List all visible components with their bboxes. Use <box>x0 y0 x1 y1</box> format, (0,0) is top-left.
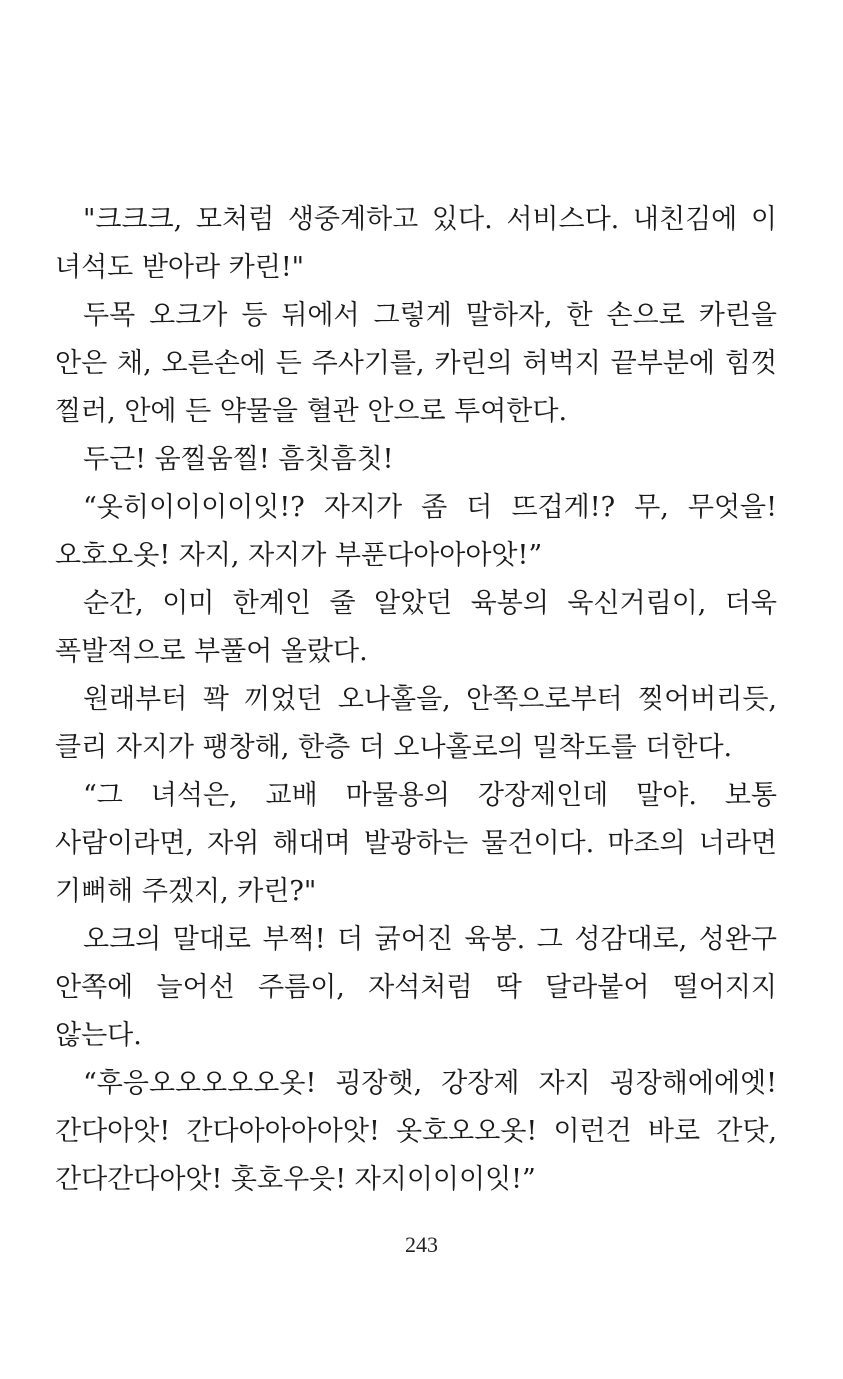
paragraph: "크크크, 모처럼 생중계하고 있다. 서비스다. 내친김에 이 녀석도 받아라 카린!" <box>55 204 777 283</box>
paragraph: “후응오오오오오옷! 굉장햇, 강장제 자지 굉장해에에엣! 간다아앗! 간다아아아아앗! 옷호오오옷! 이런건 바로 간닷, 간다간다아앗! 홋호우읏! 자지이이이잇!” <box>55 1068 777 1195</box>
body-text <box>55 196 777 1204</box>
paragraph: 두근! 움찔움찔! 흠칫흠칫! <box>83 444 394 475</box>
paragraph: 순간, 이미 한계인 줄 알았던 육봉의 욱신거림이, 더욱 폭발적으로 부풀어 올랐다. <box>55 588 777 667</box>
paragraph: “옷히이이이이잇!? 자지가 좀 더 뜨겁게!? 무, 무엇을! 오호오옷! 자지, 자지가 부푼다아아아앗!” <box>55 492 777 571</box>
paragraph: 오크의 말대로 부쩍! 더 굵어진 육봉. 그 성감대로, 성완구 안쪽에 늘어선 주름이, 자석처럼 딱 달라붙어 떨어지지 않는다. <box>55 924 777 1051</box>
paragraph: 두목 오크가 등 뒤에서 그렇게 말하자, 한 손으로 카린을 안은 채, 오른손에 든 주사기를, 카린의 허벅지 끝부분에 힘껏 찔러, 안에 든 약물을 혈관 안으로 투여한다. <box>55 300 777 427</box>
page-number: 243 <box>405 1232 438 1257</box>
paragraph: “그 녀석은, 교배 마물용의 강장제인데 말야. 보통 사람이라면, 자위 해대며 발광하는 물건이다. 마조의 너라면 기뻐해 주겠지, 카린?" <box>55 780 777 907</box>
paragraph: 원래부터 꽉 끼었던 오나홀을, 안쪽으로부터 찢어버리듯, 클리 자지가 팽창해, 한층 더 오나홀로의 밀착도를 더한다. <box>55 684 777 763</box>
